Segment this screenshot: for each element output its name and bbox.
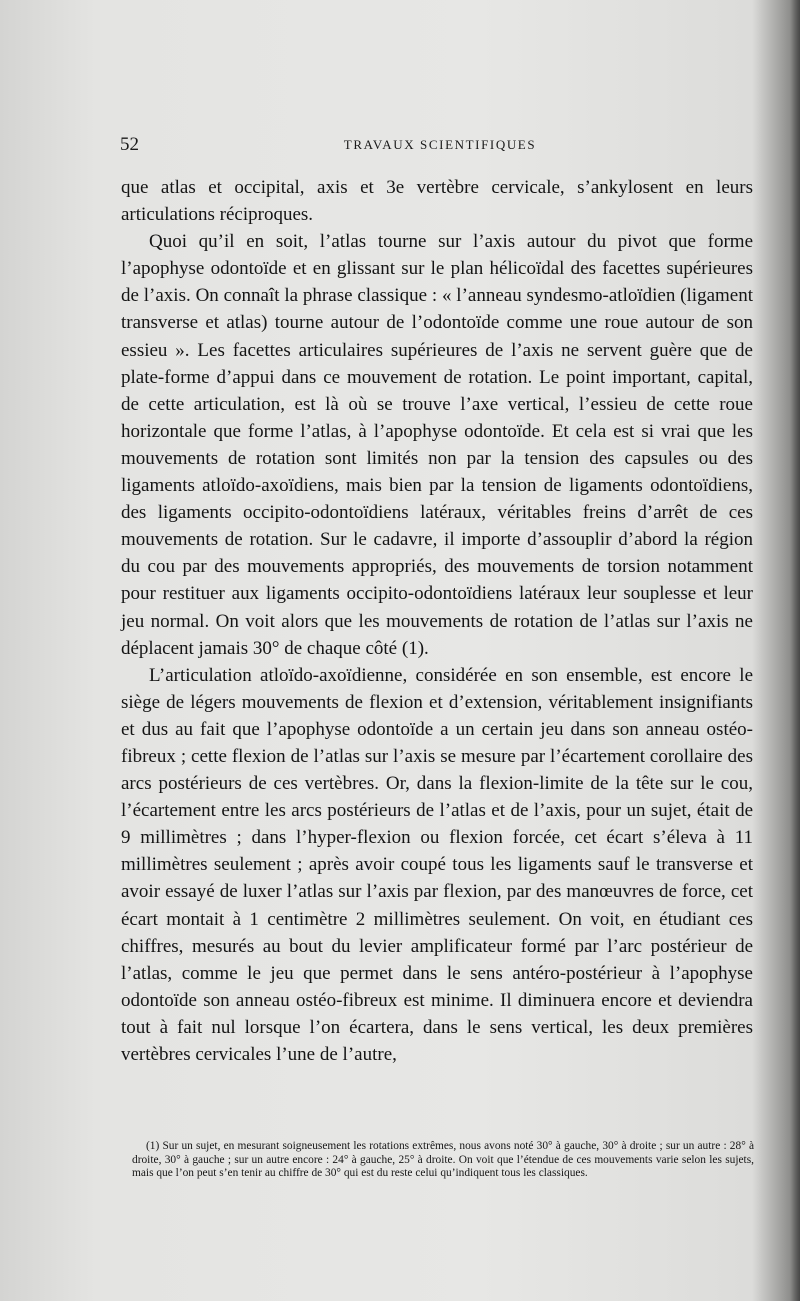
footnote	[132, 1140, 754, 1181]
page-edge-shadow	[790, 0, 800, 1301]
page-header	[120, 134, 760, 158]
paragraph-flexion: L’articulation atloïdo-axoïdienne, considérée en son ensemble, est encore le siège de légers mouvements de flexion et d’extension, véritablement insignifiants et dus au fait que l’apophyse odontoïde a un certain jeu dans son anneau ostéo-fibreux ; cette flexion de l’atlas sur l’axis se mesure par l’écartement corollaire des arcs postérieurs de ces vertèbres. Or, dans la flexion-limite de la tête sur le cou, l’écartement entre les arcs postérieurs de l’atlas et de l’axis, pour un sujet, était de 9 millimètres ; dans l’hyper-flexion ou flexion forcée, cet écart s’éleva à 11 millimètres seulement ; après avoir coupé tous les ligaments sauf le transverse et avoir essayé de luxer l’atlas sur l’axis par flexion, par des manœuvres de force, cet écart montait à 1 centimètre 2 millimètres seulement. On voit, en étudiant ces chiffres, mesurés au bout du levier amplificateur formé par l’arc postérieur de l’atlas, comme le jeu que permet dans le sens antéro-postérieur à l’apophyse odontoïde son anneau ostéo-fibreux est minime. Il diminuera encore et deviendra tout à fait nul lorsque l’on écartera, dans le sens vertical, les deux premières vertèbres cervicales l’une de l’autre,	[121, 664, 753, 1065]
body-text	[121, 174, 753, 1068]
page-number: 52	[120, 134, 139, 155]
running-title: TRAVAUX SCIENTIFIQUES	[343, 137, 537, 152]
footnote-text: (1) Sur un sujet, en mesurant soigneusement les rotations extrêmes, nous avons noté 30° à gauche, 30° à droite ; sur un autre : 28° à droite, 30° à gauche ; sur un autre encore : 24° à gauche, 25° à droite. On voit que l’étendue de ces mouvements varie selon les sujets, mais que l’on peut s’en tenir au chiffre de 30° qui est du reste celui qu’indiquent tous les classiques.	[132, 1140, 754, 1180]
paragraph-rotation: Quoi qu’il en soit, l’atlas tourne sur l’axis autour du pivot que forme l’apophyse odontoïde et en glissant sur le plan hélicoïdal des facettes supérieures de l’axis. On connaît la phrase classique : « l’anneau syndesmo-atloïdien (ligament transverse et atlas) tourne autour de l’odontoïde comme une roue autour de son essieu ». Les facettes articulaires supérieures de l’axis ne servent guère que de plate-forme d’appui dans ce mouvement de rotation. Le point important, capital, de cette articulation, est là où se trouve l’axe vertical, l’essieu de cette roue horizontale que forme l’atlas, à l’apophyse odontoïde. Et cela est si vrai que les mouvements de rotation sont limités non par la tension des capsules ou des ligaments atloïdo-axoïdiens, mais bien par la tension de ligaments odontoïdiens, des ligaments occipito-odontoïdiens latéraux, véritables freins d’arrêt de ces mouvements de rotation. Sur le cadavre, il importe d’assouplir d’abord la région du cou par des mouvements appropriés, des mouvements de torsion notamment pour restituer aux ligaments occipito-odontoïdiens latéraux leur souplesse et leur jeu normal. On voit alors que les mouvements de rotation de l’atlas sur l’axis ne déplacent jamais 30° de chaque côté (1).	[121, 231, 753, 659]
paragraph-continuation: que atlas et occipital, axis et 3e vertèbre cervicale, s’ankylosent en leurs articulations réciproques.	[121, 177, 753, 226]
